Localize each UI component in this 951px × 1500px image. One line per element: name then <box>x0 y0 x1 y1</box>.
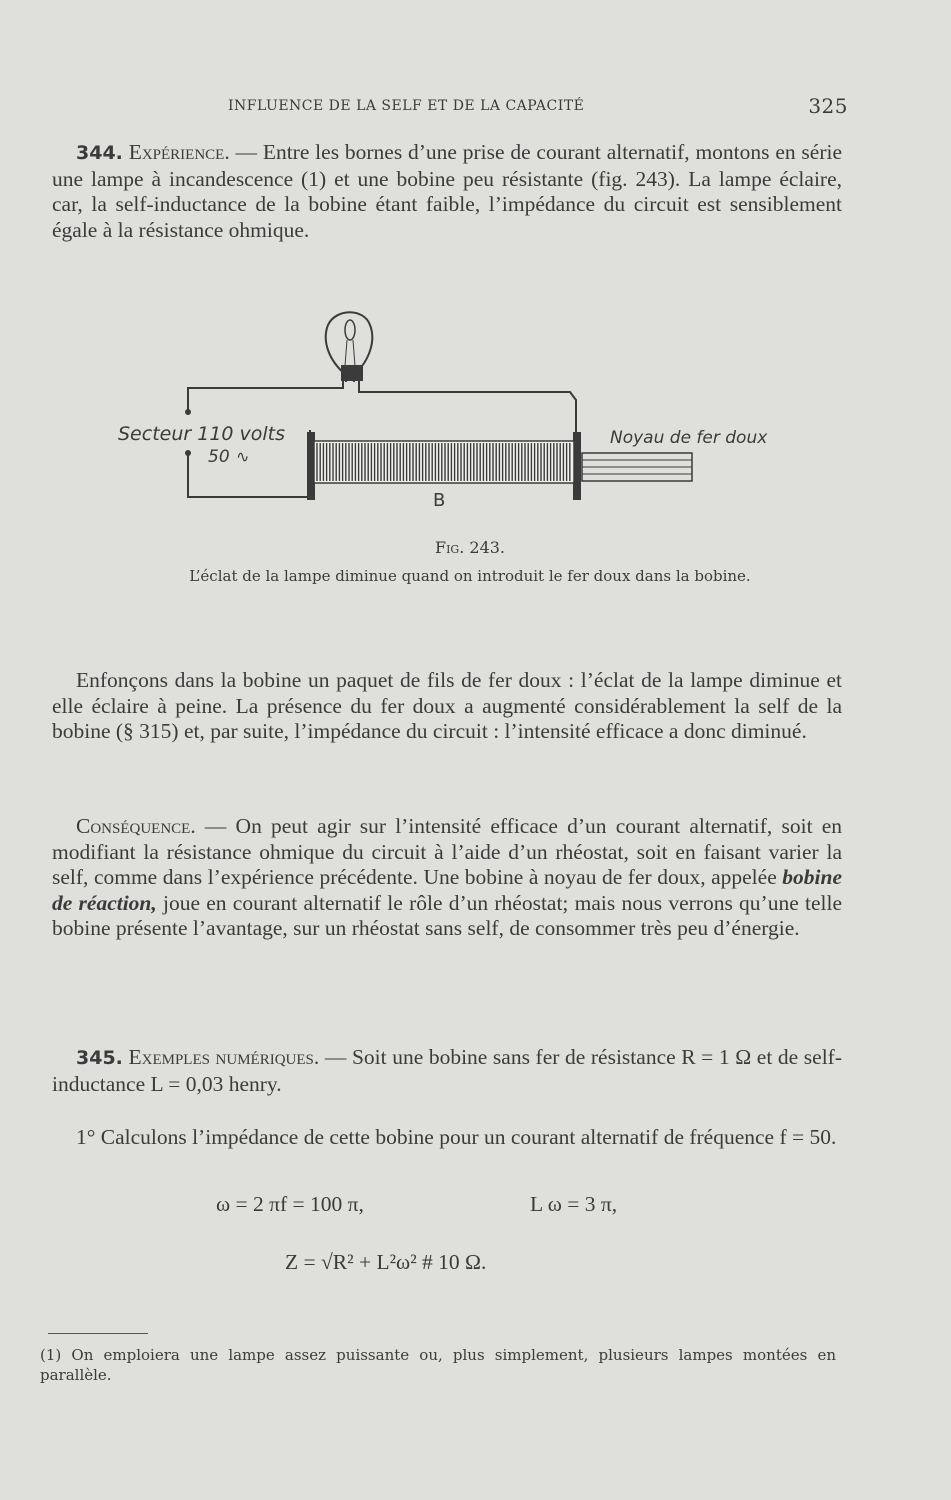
running-header <box>228 94 848 118</box>
lamp-base <box>342 366 362 380</box>
coil-windings <box>314 441 574 483</box>
circuit-diagram <box>100 300 820 525</box>
equation-omega: ω = 2 πf = 100 π, <box>216 1192 364 1216</box>
label-sector: Secteur 110 volts <box>118 423 286 445</box>
section-345 <box>52 1045 842 1097</box>
label-frequency: 50 <box>208 447 230 467</box>
wire-left-top <box>188 380 343 410</box>
term-reaction-coil: bobine de réaction, <box>52 865 842 915</box>
label-coil: B <box>433 490 446 511</box>
section-344-number: 344. <box>76 142 123 164</box>
section-345-number: 345. <box>76 1047 123 1069</box>
consequence-text-1: — On peut agir sur l’intensité efficace d’un courant alternatif, soit en modifiant la résistance ohmique du circuit à l’aide d’un rhéostat, soit en faisant varier la self, comme dans l’expérience précédente. Une bobine à noyau de fer doux, appelée <box>52 814 842 889</box>
step-1: 1° Calculons l’impédance de cette bobine pour un courant alternatif de fréquence f = 50. <box>76 1125 837 1149</box>
section-344-text: — Entre les bornes d’une prise de courant alternatif, montons en série une lampe à incandescence (1) et une bobine peu résistante (fig. 243). La lampe éclaire, car, la self-inductance de la bobine étant faible, l’impédance du circuit est sensiblement égale à la résistance ohmique. <box>52 140 843 242</box>
section-344 <box>52 140 842 243</box>
equation-l-omega: L ω = 3 π, <box>530 1192 618 1216</box>
running-title: INFLUENCE DE LA SELF ET DE LA CAPACITÉ <box>228 98 585 114</box>
section-345-heading: Exemples numériques. <box>128 1045 320 1069</box>
consequence-heading: Conséquence. <box>76 814 196 838</box>
equation-impedance: Z = √R² + L²ω² # 10 Ω. <box>285 1250 487 1274</box>
figure-caption-text: L’éclat de la lampe diminue quand on introduit le fer doux dans la bobine. <box>189 567 751 585</box>
section-344-heading: Expérience. <box>128 140 230 164</box>
footnote-rule <box>48 1333 148 1334</box>
consequence-text-2: joue en courant alternatif le rôle d’un rhéostat; mais nous verrons qu’une telle bobine présente l’avantage, sur un rhéostat sans self, de consommer très peu d’énergie. <box>52 890 842 940</box>
ac-symbol: ∿ <box>236 447 250 466</box>
section-345-text: — Soit une bobine sans fer de résistance R = 1 Ω et de self-inductance L = 0,03 henry. <box>52 1045 842 1096</box>
wire-right-top <box>359 380 576 440</box>
label-core: Noyau de fer doux <box>610 428 768 448</box>
consequence-paragraph <box>52 814 842 942</box>
page-number: 325 <box>808 94 848 118</box>
figure-caption <box>120 538 820 586</box>
footnote: (1) On emploiera une lampe assez puissante ou, plus simplement, plusieurs lampes montées en parallèle. <box>40 1346 836 1384</box>
paragraph-iron-core: Enfonçons dans la bobine un paquet de fils de fer doux : l’éclat de la lampe diminue et elle éclaire à peine. La présence du fer doux a augmenté considérablement la self de la bobine (§ 315) et, par suite, l’impédance du circuit : l’intensité efficace a donc diminué. <box>52 668 842 743</box>
figure-number: Fig. 243. <box>434 538 506 557</box>
